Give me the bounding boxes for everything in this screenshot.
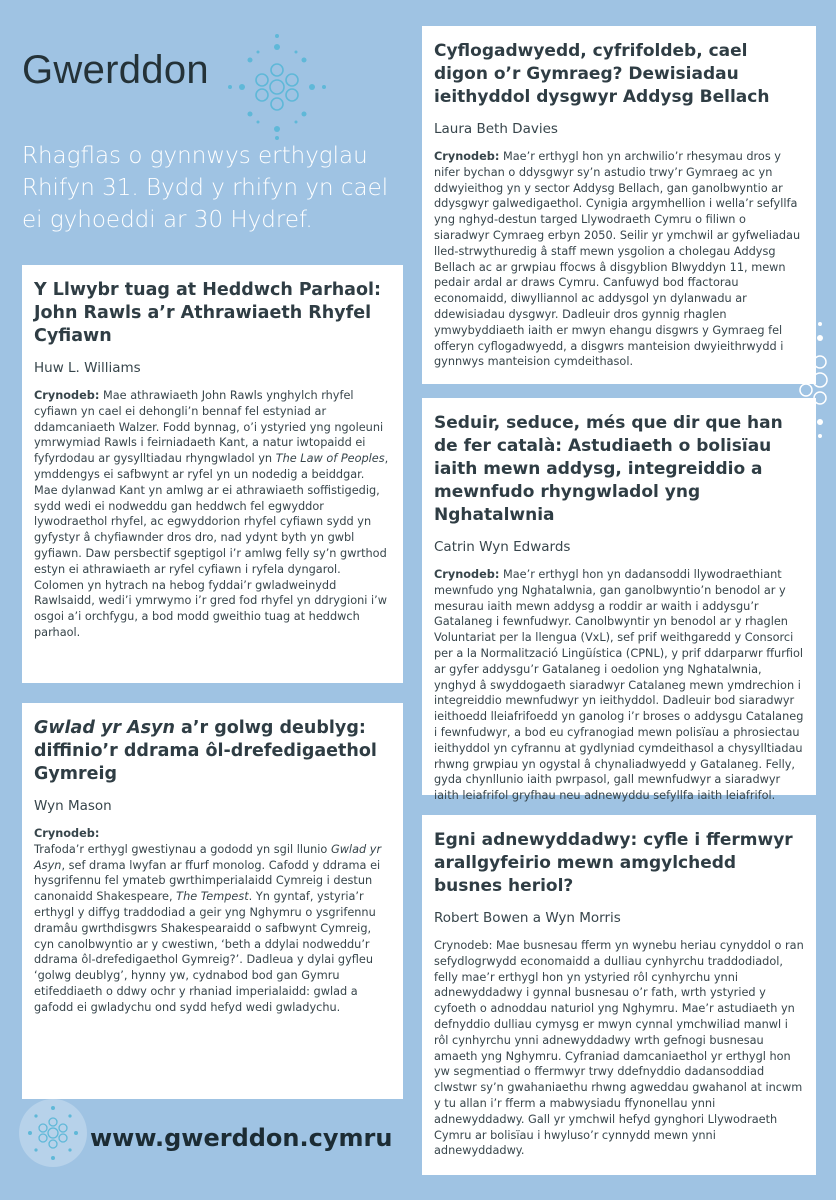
article-title: Seduir, seduce, més que dir que han de fer català: Astudiaeth o bolisïau iaith mewn addysg, integreiddio a mewnfudo rhyngwladol yng Nghatalwnia bbox=[434, 413, 783, 525]
title-italic: Gwlad yr Asyn bbox=[34, 718, 175, 738]
side-dots-icon bbox=[770, 310, 836, 450]
abstract-italic-1: Gwlad yr Asyn bbox=[34, 842, 382, 872]
gwerddon-logo: Gwerddon bbox=[22, 48, 209, 92]
article-abstract bbox=[434, 938, 804, 1159]
article-author: Huw L. Williams bbox=[34, 360, 141, 376]
article-title: Cyflogadwyedd, cyfrifoldeb, cael digon o’r Gymraeg? Dewisiadau ieithyddol dysgwyr Addysg Bellach bbox=[434, 41, 770, 107]
abstract-text: Mae busnesau fferm yn wynebu heriau cynyddol o ran sefydlogrwydd economaidd a dulliau cynhyrchu traddodiadol, felly mae’r erthygl hon yn ystyried rôl cynhyrchu ynni adnewyddadwy i gynnal busnesau o’r fath, wrth ystyried y cyfoeth o adnoddau naturiol yng Nghymru. Mae’r astudiaeth yn defnyddio dulliau cymysg er mwyn cynnal ymchwiliad manwl i rôl cynhyrchu ynni adnewyddadwy wrth gefnogi busnesau amaeth yng Nghymru. Cyfraniad damcaniaethol yr erthygl hon yw segmentiad o ffermwyr trwy ddefnyddio dadansoddiad clwstwr sy’n gwahaniaethu rhwng agweddau gwahanol at incwm y tu allan i’r fferm a mabwysiadu ffynonellau ynni adnewyddadwy. Gall yr ymchwil hefyd gynghori Llywodraeth Cymru ar bolisïau i hwyluso’r cynnydd mewn ynni adnewyddadwy. bbox=[434, 939, 804, 1158]
abstract-text: Mae’r erthygl hon yn dadansoddi llywodraethiant mewnfudo yng Nghatalwnia, gan ganolbwyntio’n benodol ar y mesurau iaith mewn addysg a roddir ar waith i addysgu’r Gatalaneg i fewnfudwyr. Canolbwyntir yn benodol ar y rhaglen Voluntariat per la llengua (VxL), sef prif weithgaredd y Consorci per a la Normalització Lingüística (CPNL), y prif ddarparwr ffurfiol ar gyfer addysgu’r Gatalaneg i oedolion yng Nghatalwnia, ynghyd â swyddogaeth siaradwyr Catalaneg mewn ymdrechion i integreiddio mewnfudwyr yn ieithyddol. Dadleuir bod siaradwyr ieithoedd lleiafrifoedd yn ganolog i’r broses o addysgu Catalaneg i fewnfudwyr, a bod eu cyfranogiad mewn polisïau a phrosiectau ieithyddol yn cyfrannu at gydlyniad cymdeithasol a chysylltiadau rhwng grwpiau yn ogystal â chynaliadwyedd y Gatalaneg. Felly, gyda chynllunio iaith pwrpasol, gall mewnfudwyr a siaradwyr iaith leiafrifol gryfhau neu adnewyddu sefyllfa iaith leiafrifol. bbox=[434, 568, 804, 803]
article-abstract bbox=[34, 826, 391, 1016]
article-author: Laura Beth Davies bbox=[434, 121, 558, 137]
article-abstract bbox=[434, 567, 804, 804]
article-author: Wyn Mason bbox=[34, 798, 112, 814]
article-card-gwlad bbox=[22, 703, 403, 1099]
article-abstract bbox=[434, 149, 804, 370]
title-rest: a’r golwg deublyg: diffinio’r ddrama ôl-drefedigaethol Gymreig bbox=[34, 718, 377, 784]
article-author: Catrin Wyn Edwards bbox=[434, 539, 571, 555]
article-author: Robert Bowen a Wyn Morris bbox=[434, 910, 621, 926]
intro-text bbox=[22, 140, 412, 236]
article-abstract bbox=[34, 388, 391, 641]
intro-line-2: Rhifyn 31. Bydd y rhifyn yn cael bbox=[22, 175, 389, 201]
abstract-text-1: Mae athrawiaeth John Rawls ynghylch rhyfel cyfiawn yn cael ei dehongli’n bennaf fel estyniad ar ddamcaniaeth Walzer. Fodd bynnag, o’i ystyried yng ngoleuni ymrwymiad Rawls i feirniadaeth Kant, a natur iwtopaidd ei fyfyrdodau ar gysylltiadau rhyngwladol yn bbox=[34, 389, 384, 466]
abstract-italic-2: The Tempest bbox=[176, 890, 249, 904]
footer-dots-icon bbox=[18, 1098, 88, 1168]
abstract-label: Crynodeb: bbox=[434, 939, 493, 952]
abstract-text-3: . Yn gyntaf, ystyria’r erthygl y diffyg traddodiad a geir yng Nghymru o ysgrifennu dramâu gwrthdisgwrs Shakespearaidd o safbwynt Cymreig, cyn canolbwyntio ar y cwestiwn, ‘beth a ddylai nodweddu’r ddrama ôl-drefedigaethol Gymreig?’. Dadleua y dylai gyfleu ‘golwg deublyg’, hynny yw, cydnabod bod gan Gymru etifeddiaeth o ddwy ochr y rhaniad imperialaidd: gwlad a gafodd ei gwladychu ond sydd hefyd wedi gwladychu. bbox=[34, 890, 376, 1014]
abstract-label: Crynodeb: bbox=[34, 389, 100, 402]
article-title bbox=[34, 717, 391, 786]
article-card-rawls bbox=[22, 265, 403, 683]
abstract-text: Mae’r erthygl hon yn archwilio’r rhesymau dros y nifer bychan o ddysgwyr sy’n astudio trwy’r Gymraeg ac yn ddwyieithog yn y sector Addysg Bellach, gan ganolbwyntio ar ddysgwyr galwedigaethol. Cynigia argymhellion i wella’r sefyllfa yng nghyd-destun targed Llywodraeth Cymru o filiwn o siaradwyr Cymraeg erbyn 2050. Seilir yr ymchwil ar gyfweliadau lled-strwythuredig â staff mewn ysgolion a cholegau Addysg Bellach ac ar grwpiau ffocws â disgyblion Blwyddyn 11, mewn pedair ardal ar draws Cymru. Canfuwyd bod ffactorau economaidd, diwylliannol ac addysgol yn dylanwadu ar ddewisiadau dysgwyr. Dadleuir dros gynnig rhaglen ymwybyddiaeth iaith er mwyn ehangu disgwrs y Gymraeg fel offeryn cyflogadwyedd, a disgwrs manteision dwyieithrwydd i gynnwys manteision cymdeithasol. bbox=[434, 150, 801, 369]
intro-line-1: Rhagflas o gynnwys erthyglau bbox=[22, 143, 368, 169]
article-card-seduir bbox=[422, 398, 816, 803]
abstract-label: Crynodeb: bbox=[34, 827, 100, 840]
abstract-text-1: Trafoda’r erthygl gwestiynau a gododd yn sgil llunio bbox=[34, 842, 328, 856]
article-card-cyflogadwyedd bbox=[422, 26, 816, 384]
abstract-label: Crynodeb: bbox=[434, 150, 500, 163]
intro-line-3: ei gyhoeddi ar 30 Hydref. bbox=[22, 207, 313, 233]
logo-dots-icon bbox=[222, 32, 332, 142]
abstract-italic: The Law of Peoples bbox=[275, 452, 385, 466]
website-url[interactable]: www.gwerddon.cymru bbox=[90, 1124, 393, 1152]
article-card-egni bbox=[422, 815, 816, 1175]
article-title: Egni adnewyddadwy: cyfle i ffermwyr arallgyfeirio mewn amgylchedd busnes heriol? bbox=[434, 830, 793, 896]
abstract-label: Crynodeb: bbox=[434, 568, 500, 581]
abstract-text-2: , ymddengys ei safbwynt ar ryfel yn un nodedig a beiddgar. Mae dylanwad Kant yn amlwg ar ei athrawiaeth soffistigedig, sydd wedi ei nodweddu gan heddwch fel egwyddor lywodraethol rhyfel, ac egwyddorion rhyfel cyfiawn sydd yn gyfystyr â chyfiawnder dros dro, nad ydynt byth yn gwbl gyfiawn. Daw persbectif sgeptigol i’r amlwg felly sy’n gwrthod estyn ei athrawiaeth ar ryfel cyfiawn i ryfela dyngarol. Colomen yn hytrach na hebog fyddai’r gwladweinydd Rawlsaidd, wedi’i ymrwymo i’r gred fod rhyfel yn ddrygioni i’w osgoi a’i orchfygu, a bod modd gweithio tuag at heddwch parhaol. bbox=[34, 452, 389, 639]
abstract-text-2: , sef drama lwyfan ar ffurf monolog. Cafodd y ddrama ei hysgrifennu fel ymateb gwrthimperialaidd Cymreig i destun canonaidd Shakespeare, bbox=[34, 858, 381, 904]
article-title: Y Llwybr tuag at Heddwch Parhaol: John Rawls a’r Athrawiaeth Rhyfel Cyfiawn bbox=[34, 280, 382, 346]
